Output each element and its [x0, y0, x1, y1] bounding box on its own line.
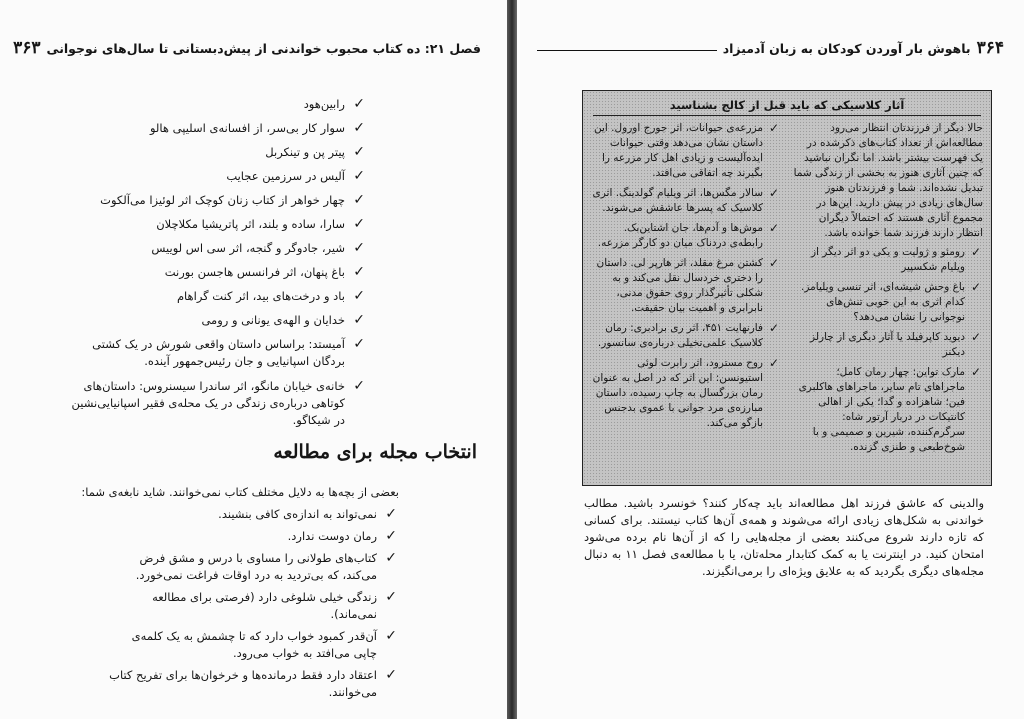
check-icon: ✓ — [970, 330, 981, 344]
check-icon: ✓ — [385, 550, 397, 566]
reasons-list — [109, 506, 399, 706]
chapter-title: فصل ۲۱: ده کتاب محبوب خواندنی از پیش‌دبستانی تا سال‌های نوجوانی — [46, 40, 481, 56]
check-icon: ✓ — [385, 506, 397, 522]
list-item: ✓ رومئو و ژولیت و یکی دو اثر دیگر از ویلیام شکسپیر — [810, 245, 981, 273]
check-icon: ✓ — [768, 121, 779, 135]
check-icon: ✓ — [353, 216, 365, 232]
check-icon: ✓ — [768, 356, 779, 370]
left-page — [0, 0, 507, 719]
running-head-right — [537, 36, 1004, 60]
list-item: ✓ موش‌ها و آدم‌ها، جان اشتاین‌بک. رابطه‌ی دردناک میان دو کارگر مزرعه. — [597, 221, 779, 249]
check-icon: ✓ — [353, 312, 365, 328]
list-item: ✓ سارا، ساده و بلند، اثر پاتریشیا مکلاچلان — [156, 216, 365, 232]
list-item: ✓ مارک تواین: چهار رمان کامل؛ ماجراهای تام سایر، ماجراهای هاکلبری فین؛ شاهزاده و گدا؛ یکی از اهالی کانتیکات در دربار آرتور شاه: سرگرم‌کننده، شیرین و صمیمی و با شوخ‌طبعی و طنزی گزنده. — [798, 365, 981, 453]
book-list — [67, 96, 367, 437]
page-number: ۳۶۴ — [976, 38, 1004, 58]
list-item: ✓ آن‌قدر کمبود خواب دارد که تا چشمش به یک کلمه‌ی چاپی می‌افتد به خواب می‌رود. — [131, 628, 397, 660]
list-item: ✓ نمی‌تواند به اندازه‌ی کافی بنشیند. — [218, 506, 397, 522]
check-icon: ✓ — [353, 120, 365, 136]
list-item: ✓ روح مسترود، اثر رابرت لوئی استیونسن: این اثر که در اصل به عنوان رمان بزرگسال به چاپ رسیده، داستان مبارزه‌ی مرد جوانی با عموی بدجنس بازگو می‌کند. — [592, 356, 779, 429]
check-icon: ✓ — [385, 589, 397, 605]
box-column-left — [591, 121, 781, 436]
list-item: ✓ خدایان و الهه‌ی یونانی و رومی — [201, 312, 365, 328]
body-paragraph: والدینی که عاشق فرزند اهل مطالعه‌اند باید چه‌کار کنند؟ خونسرد باشید. مطالب خواندنی به شکل‌های زیادی ارائه می‌شوند و همه‌ی آن‌ها کتاب نیستند. برای کسانی که تازه دارند شروع می‌کنند بعضی از مجله‌هایی را که از آن‌ها نام برده می‌شود امتحان کنید. در اینترنت یا به کمک کتابدار محله‌تان، یا با مطالعه‌ی فصل ۱۱ به دنبال مجله‌های دیگری بگردید که به علایق ویژه‌ای را برمی‌انگیزند. — [584, 496, 984, 578]
check-icon: ✓ — [353, 192, 365, 208]
check-icon: ✓ — [385, 628, 397, 644]
check-icon: ✓ — [970, 280, 981, 294]
list-item: ✓ باد و درخت‌های بید، اثر کنت گراهام — [176, 288, 365, 304]
list-item: ✓ زندگی خیلی شلوغی دارد (فرصتی برای مطالعه نمی‌ماند). — [152, 589, 397, 621]
box-list-right — [793, 245, 983, 455]
box-intro: حالا دیگر از فرزندتان انتظار می‌رود مطالعه‌اش از تعداد کتاب‌های ذکرشده در یک فهرست بیشتر باشد. اما نگران نباشید که چنین آثاری هنوز به بخشی از زندگی شما تبدیل نشده‌اند. شما و فرزندتان هنوز سال‌های زیادی در پیش دارید. این‌ها در مجموع آثاری هستند که احتمالاً دیگران انتظار دارند فرزند شما خوانده باشد. — [793, 122, 983, 239]
list-item: ✓ رمان دوست ندارد. — [287, 528, 397, 544]
list-item: ✓ پیتر پن و تینکربل — [265, 144, 365, 160]
list-item: ✓ شیر، جادوگر و گنجه، اثر سی اس لوییس — [151, 240, 365, 256]
right-page — [517, 0, 1024, 719]
check-icon: ✓ — [768, 256, 779, 270]
box-title: آثار کلاسیکی که باید قبل از کالج بشناسید — [593, 97, 981, 116]
check-icon: ✓ — [385, 528, 397, 544]
box-column-right — [793, 121, 983, 460]
classics-sidebar-box — [582, 90, 992, 486]
page-number: ۳۶۳ — [13, 38, 41, 58]
list-item: ✓ سالار مگس‌ها، اثر ویلیام گولدینگ. اثری کلاسیک که پسرها عاشقش می‌شوند. — [592, 186, 779, 214]
list-item: ✓ چهار خواهر از کتاب زنان کوچک اثر لوئیزا می‌آلکوت — [100, 192, 365, 208]
list-item: ✓ سوار کار بی‌سر، از افسانه‌ی اسلیپی هالو — [149, 120, 365, 136]
list-item: ✓ کشتن مرغ مقلد، اثر هارپر لی. داستان را دختری خردسال نقل می‌کند و به شکلی تأثیرگذار روی حقوق مدنی، نابرابری و اهمیت بیان حقیقت. — [596, 256, 779, 314]
check-icon: ✓ — [353, 264, 365, 280]
check-icon: ✓ — [353, 378, 365, 394]
list-item: ✓ باغ پنهان، اثر فرانسس هاجسن بورنت — [164, 264, 365, 280]
check-icon: ✓ — [353, 96, 365, 112]
section-title: انتخاب مجله برای مطالعه — [273, 441, 477, 463]
book-gutter — [507, 0, 517, 719]
list-item: ✓ فارنهایت ۴۵۱، اثر ری برادبری: رمان کلاسیک علمی‌تخیلی درباره‌ی سانسور. — [597, 321, 779, 349]
box-list-left — [591, 121, 781, 431]
list-item: ✓ آلیس در سرزمین عجایب — [226, 168, 365, 184]
check-icon: ✓ — [353, 288, 365, 304]
list-item: ✓ اعتقاد دارد فقط درمانده‌ها و خرخوان‌ها برای تفریح کتاب می‌خوانند. — [109, 667, 397, 699]
check-icon: ✓ — [353, 336, 365, 352]
check-icon: ✓ — [768, 321, 779, 335]
book-title: باهوش بار آوردن کودکان به زبان آدمیزاد — [722, 40, 971, 56]
section-intro: بعضی از بچه‌ها به دلایل مختلف کتاب نمی‌خوانند. شاید نابغه‌ی شما: — [81, 485, 399, 499]
check-icon: ✓ — [353, 240, 365, 256]
list-item: ✓ دیوید کاپرفیلد یا آثار دیگری از چارلز دیکنز — [810, 330, 981, 358]
list-item: ✓ مزرعه‌ی حیوانات، اثر جورج اورول. این داستان نشان می‌دهد وقتی حیوانات ایده‌آلیست و زیادی اهل کار مزرعه را بگیرند چه اتفاقی می‌افتد. — [593, 121, 779, 179]
list-item: ✓ باغ وحش شیشه‌ای، اثر تنسی ویلیامز. کدام اثری به این خوبی تنش‌های نوجوانی را نشان می‌دهد؟ — [801, 280, 981, 323]
check-icon: ✓ — [385, 667, 397, 683]
check-icon: ✓ — [970, 365, 981, 379]
check-icon: ✓ — [970, 245, 981, 259]
check-icon: ✓ — [768, 186, 779, 200]
list-item: ✓ کتاب‌های طولانی را مساوی با درس و مشق فرض می‌کند، که بی‌تردید به درد اوقات فراغت نمی‌خورد. — [135, 550, 397, 582]
check-icon: ✓ — [353, 144, 365, 160]
check-icon: ✓ — [353, 168, 365, 184]
list-item: ✓ آمیستد: براساس داستان واقعی شورش در یک کشتی بردگان اسپانیایی و جان رئیس‌جمهور آینده. — [92, 336, 365, 368]
list-item: ✓ خانه‌ی خیابان مانگو، اثر ساندرا سیسنروس: داستان‌های کوتاهی درباره‌ی زندگی در یک محله‌ی فقیر اسپانیایی‌نشین در شیکاگو. — [71, 378, 365, 427]
list-item: ✓ رابین‌هود — [303, 96, 365, 112]
check-icon: ✓ — [768, 221, 779, 235]
head-rule — [537, 50, 717, 51]
running-head-left — [13, 36, 487, 60]
